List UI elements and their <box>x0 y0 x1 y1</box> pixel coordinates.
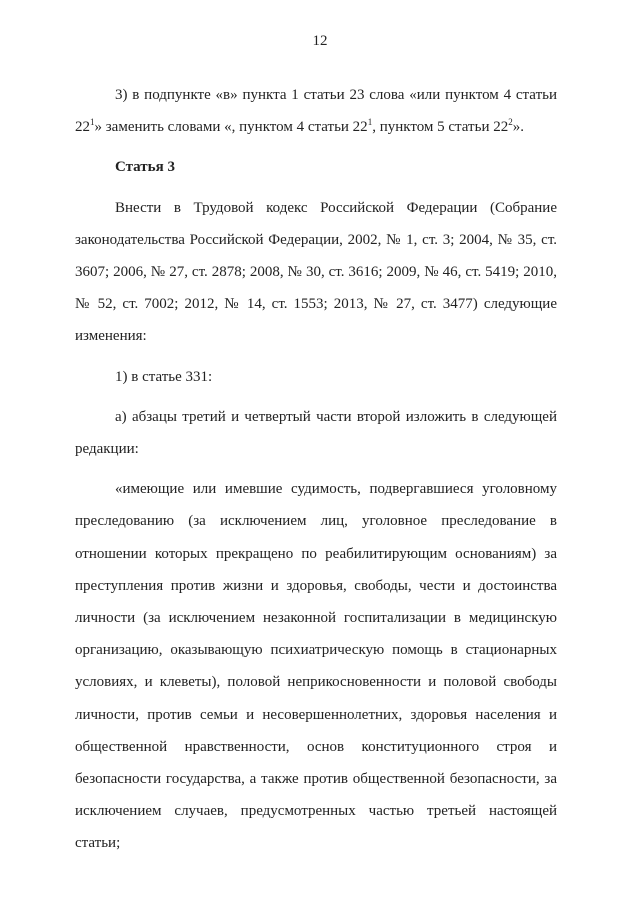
paragraph-item-1: 1) в статье 331: <box>115 368 213 385</box>
superscript: 2 <box>508 117 513 128</box>
document-body <box>75 79 557 860</box>
paragraph-text: 3) в подпункте «в» пункта 1 статьи 23 слова «или пунктом 4 статьи 22 <box>75 87 557 136</box>
article-heading: Статья 3 <box>115 159 175 176</box>
superscript: 1 <box>367 117 373 128</box>
page-number: 12 <box>312 33 328 49</box>
paragraph-amendment-3 <box>75 79 557 143</box>
paragraph-text: » заменить словами «, пунктом 4 статьи 22 <box>94 119 368 136</box>
paragraph-intro: Внести в Трудовой кодекс Российской Федерации (Собрание законодательства Российской Федерации, 2002, № 1, ст. 3; 2004, № 35, ст. 3607; 2006, № 27, ст. 2878; 2008, № 30, ст. 3616; 2009, № 46, ст. 5419; 2010, № 52, ст. 7002; 2012, № 14, ст. 1553; 2013, № 27, ст. 3477) следующие изменения: <box>75 199 557 345</box>
paragraph-text: ». <box>512 119 524 136</box>
superscript: 1 <box>90 117 95 128</box>
paragraph-item-a: а) абзацы третий и четвертый части второй изложить в следующей редакции: <box>75 408 557 458</box>
paragraph-quote: «имеющие или имевшие судимость, подвергавшиеся уголовному преследованию (за исключением лиц, уголовное преследование в отношении которых прекращено по реабилитирующим основаниям) за преступления против жизни и здоровья, свободы, чести и достоинства личности (за исключением незаконной госпитализации в медицинскую организацию, оказывающую психиатрическую помощь в стационарных условиях, и клеветы), половой неприкосновенности и половой свободы личности, против семьи и несовершеннолетних, здоровья населения и общественной нравственности, основ конституционного строя и безопасности государства, а также против общественной безопасности, за исключением случаев, предусмотренных частью третьей настоящей статьи; <box>75 481 557 852</box>
paragraph-text: , пунктом 5 статьи 22 <box>372 119 509 136</box>
